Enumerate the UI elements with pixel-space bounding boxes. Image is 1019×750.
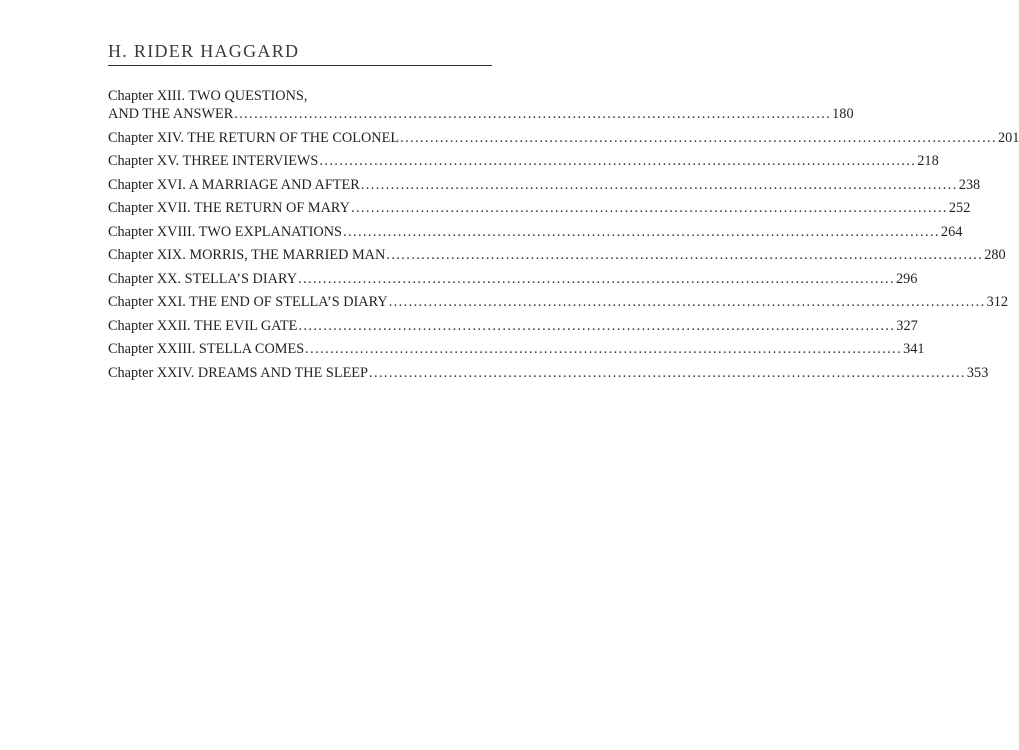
toc-leader-dots: ........................................................................................................................ — [350, 200, 948, 216]
toc-entry — [108, 199, 971, 217]
toc-entry-title: Chapter XIV. THE RETURN OF THE COLONEL — [108, 129, 400, 146]
toc-entry — [108, 176, 981, 194]
toc-entry-title: Chapter XIX. MORRIS, THE MARRIED MAN — [108, 247, 386, 263]
running-head: H. RIDER HAGGARD — [108, 41, 300, 61]
toc-entry-title: Chapter XX. STELLA’S DIARY — [108, 270, 298, 287]
toc-entry — [108, 246, 1006, 264]
toc-leader-dots: ........................................................................................................................ — [343, 223, 940, 240]
toc-entry-title: Chapter XXII. THE EVIL GATE — [108, 317, 298, 334]
header-rule — [108, 65, 492, 66]
toc-entry-title: Chapter XXIII. STELLA COMES — [108, 341, 305, 357]
table-of-contents — [108, 87, 1019, 387]
toc-entry-title: Chapter XXIV. DREAMS AND THE SLEEP — [108, 364, 368, 381]
toc-entry-page: 238 — [958, 176, 981, 193]
toc-entry — [108, 270, 918, 288]
toc-entry-page: 296 — [895, 270, 918, 287]
toc-entry — [108, 87, 854, 123]
toc-entry-title: Chapter XVIII. TWO EXPLANATIONS — [108, 223, 343, 240]
toc-entry-page: 218 — [917, 153, 939, 169]
toc-entry — [108, 223, 963, 241]
toc-leader-dots: ........................................................................................................................ — [369, 364, 966, 381]
toc-leader-dots: ........................................................................................................................ — [388, 294, 986, 310]
toc-entry-page: 180 — [832, 106, 854, 122]
toc-entry — [108, 293, 1009, 311]
toc-entry — [108, 317, 918, 335]
toc-entry-title: Chapter XV. THREE INTERVIEWS — [108, 153, 319, 169]
toc-leader-dots: ........................................................................................................................ — [298, 270, 895, 287]
toc-leader-dots: ........................................................................................................................ — [386, 247, 984, 263]
toc-leader-dots: ........................................................................................................................ — [360, 176, 958, 193]
toc-entry — [108, 129, 1019, 147]
toc-entry-page: 312 — [986, 294, 1009, 310]
toc-entry-title: Chapter XXI. THE END OF STELLA’S DIARY — [108, 294, 388, 310]
toc-entry-page: 280 — [984, 247, 1006, 263]
toc-entry — [108, 152, 939, 170]
toc-leader-dots: ........................................................................................................................ — [234, 106, 832, 122]
toc-entry-page: 353 — [966, 364, 989, 381]
toc-entry-title: Chapter XIII. TWO QUESTIONS, — [108, 88, 308, 104]
toc-entry-page: 264 — [940, 223, 963, 240]
toc-entry — [108, 340, 925, 358]
toc-entry-page: 201 — [998, 129, 1019, 146]
toc-leader-dots: ........................................................................................................................ — [298, 317, 896, 334]
toc-leader-dots: ........................................................................................................................ — [305, 341, 903, 357]
toc-entry-page: 341 — [903, 341, 925, 357]
toc-leader-dots: ........................................................................................................................ — [400, 129, 997, 146]
toc-entry — [108, 364, 989, 382]
toc-entry-page: 327 — [896, 317, 918, 334]
toc-leader-dots: ........................................................................................................................ — [319, 153, 917, 169]
toc-entry-title: Chapter XVII. THE RETURN OF MARY — [108, 200, 350, 216]
toc-entry-page: 252 — [948, 200, 971, 216]
toc-entry-title-continued: AND THE ANSWER — [108, 106, 234, 122]
page-header — [108, 40, 492, 66]
toc-entry-title: Chapter XVI. A MARRIAGE AND AFTER — [108, 176, 360, 193]
